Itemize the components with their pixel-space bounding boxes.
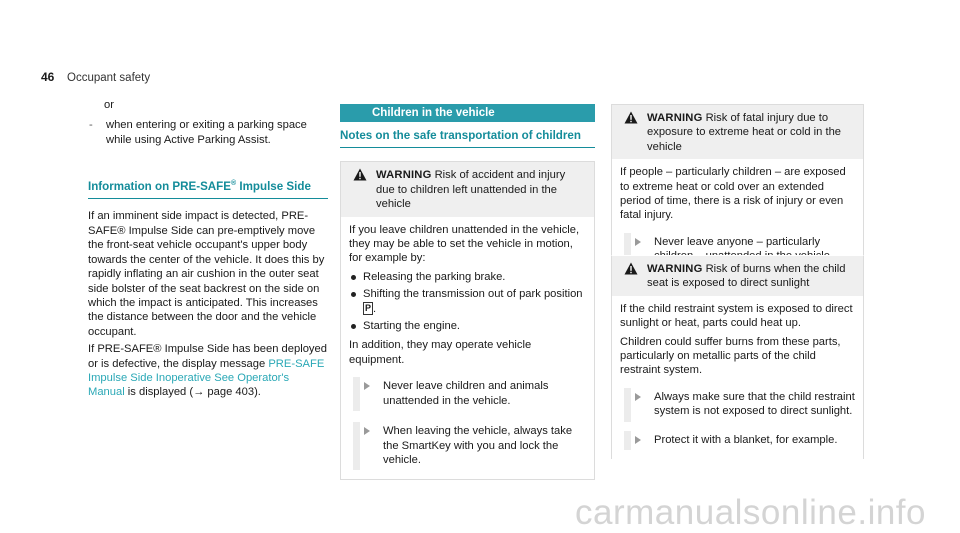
step-item: Never leave anyone – particularly	[620, 235, 855, 264]
warning-label: WARNING	[647, 112, 703, 124]
warning-text: If people – particularly children – are exposed to extreme heat or cold over an extended period of time, there is a risk of injury or even fatal injury.	[620, 166, 846, 222]
pre-safe-para1: If an imminent side impact is detected, PRE-SAFE® Impulse Side can pre-emptively move the front-seat vehicle occupant's upper body towards the center of the vehicle. It does this by rapidly inflating an air cushion in the outer seat side bolster of the seat backrest on the side on which the impact is anticipated. This increases the distance between the door and the vehicle occupant.	[88, 210, 325, 338]
warning-text: If the child restraint system is exposed to direct sunlight or heat, parts could heat up.	[620, 302, 853, 330]
step-arrow-icon	[635, 436, 641, 444]
step-item: Never leave children and animals unattended in the vehicle.	[349, 379, 586, 408]
warning-outro: In addition, they may operate vehicle equipment.	[349, 339, 532, 366]
step-arrow-icon	[364, 382, 370, 390]
page-number: 46	[41, 70, 55, 84]
column-right-bottom	[611, 255, 864, 459]
step-arrow-icon	[635, 238, 641, 246]
step-arrow-icon	[635, 393, 641, 401]
warning-header: WARNING Risk of fatal injury due to exposure to extreme heat or cold in the vehicle	[612, 105, 863, 159]
pre-safe-heading: Information on PRE-SAFE® Impulse Side	[88, 177, 328, 199]
section-title: Occupant safety	[67, 72, 151, 84]
page-reference-link[interactable]: → page 403	[193, 386, 255, 399]
list-item: Releasing the parking brake.	[349, 270, 586, 284]
safe-transport-heading: Notes on the safe transportation of children	[340, 129, 595, 148]
warning-triangle-icon	[624, 262, 638, 275]
warning-text: Children could suffer burns from these parts, particularly on metallic parts of the child restraint system.	[620, 335, 841, 377]
warning-body	[612, 296, 863, 459]
warning-body	[341, 217, 594, 480]
warning-header: WARNING Risk of burns when the child seat is exposed to direct sunlight	[612, 256, 863, 296]
warning-header: WARNING Risk of accident and injury due to children left unattended in the vehicle	[341, 162, 594, 216]
or-text: or	[104, 99, 114, 111]
warning-box-heat	[611, 104, 864, 277]
dash-item: - when entering or exiting a parking space while using Active Parking Assist.	[88, 118, 328, 147]
watermark: carmanualsonline.info	[575, 493, 926, 532]
warning-triangle-icon	[624, 111, 638, 124]
warning-bullet-list	[349, 270, 586, 334]
children-section-bar: Children in the vehicle	[340, 104, 595, 122]
warning-box-burns	[611, 255, 864, 459]
pre-safe-para2: If PRE-SAFE® Impulse Side has been deployed or is defective, the display message PRE-SAFE Impulse Side Inoperative See Operator's Manual is displayed (→ page 403).	[88, 343, 327, 399]
step-item: Always make sure that the child restraint system is not exposed to direct sunlight.	[620, 390, 855, 419]
column-left	[88, 98, 328, 403]
display-message-link[interactable]: PRE-SAFE Impulse Side Inoperative See Operator's Manual	[88, 357, 325, 399]
warning-label: WARNING	[647, 263, 703, 275]
column-right-top	[611, 104, 864, 277]
step-item: Protect it with a blanket, for example.	[620, 433, 855, 447]
column-middle	[340, 104, 595, 480]
warning-label: WARNING	[376, 169, 432, 182]
park-key-icon: P	[365, 302, 372, 313]
step-arrow-icon	[364, 427, 370, 435]
step-item: When leaving the vehicle, always take the SmartKey with you and lock the vehicle.	[349, 424, 586, 467]
list-item: Shifting the transmission out of park position P .	[349, 287, 586, 316]
warning-box-unattended	[340, 161, 595, 480]
warning-intro: If you leave children unattended in the vehicle, they may be able to set the vehicle in motion, for example by:	[349, 223, 580, 265]
warning-triangle-icon	[353, 168, 367, 181]
list-item: Starting the engine.	[349, 319, 586, 333]
